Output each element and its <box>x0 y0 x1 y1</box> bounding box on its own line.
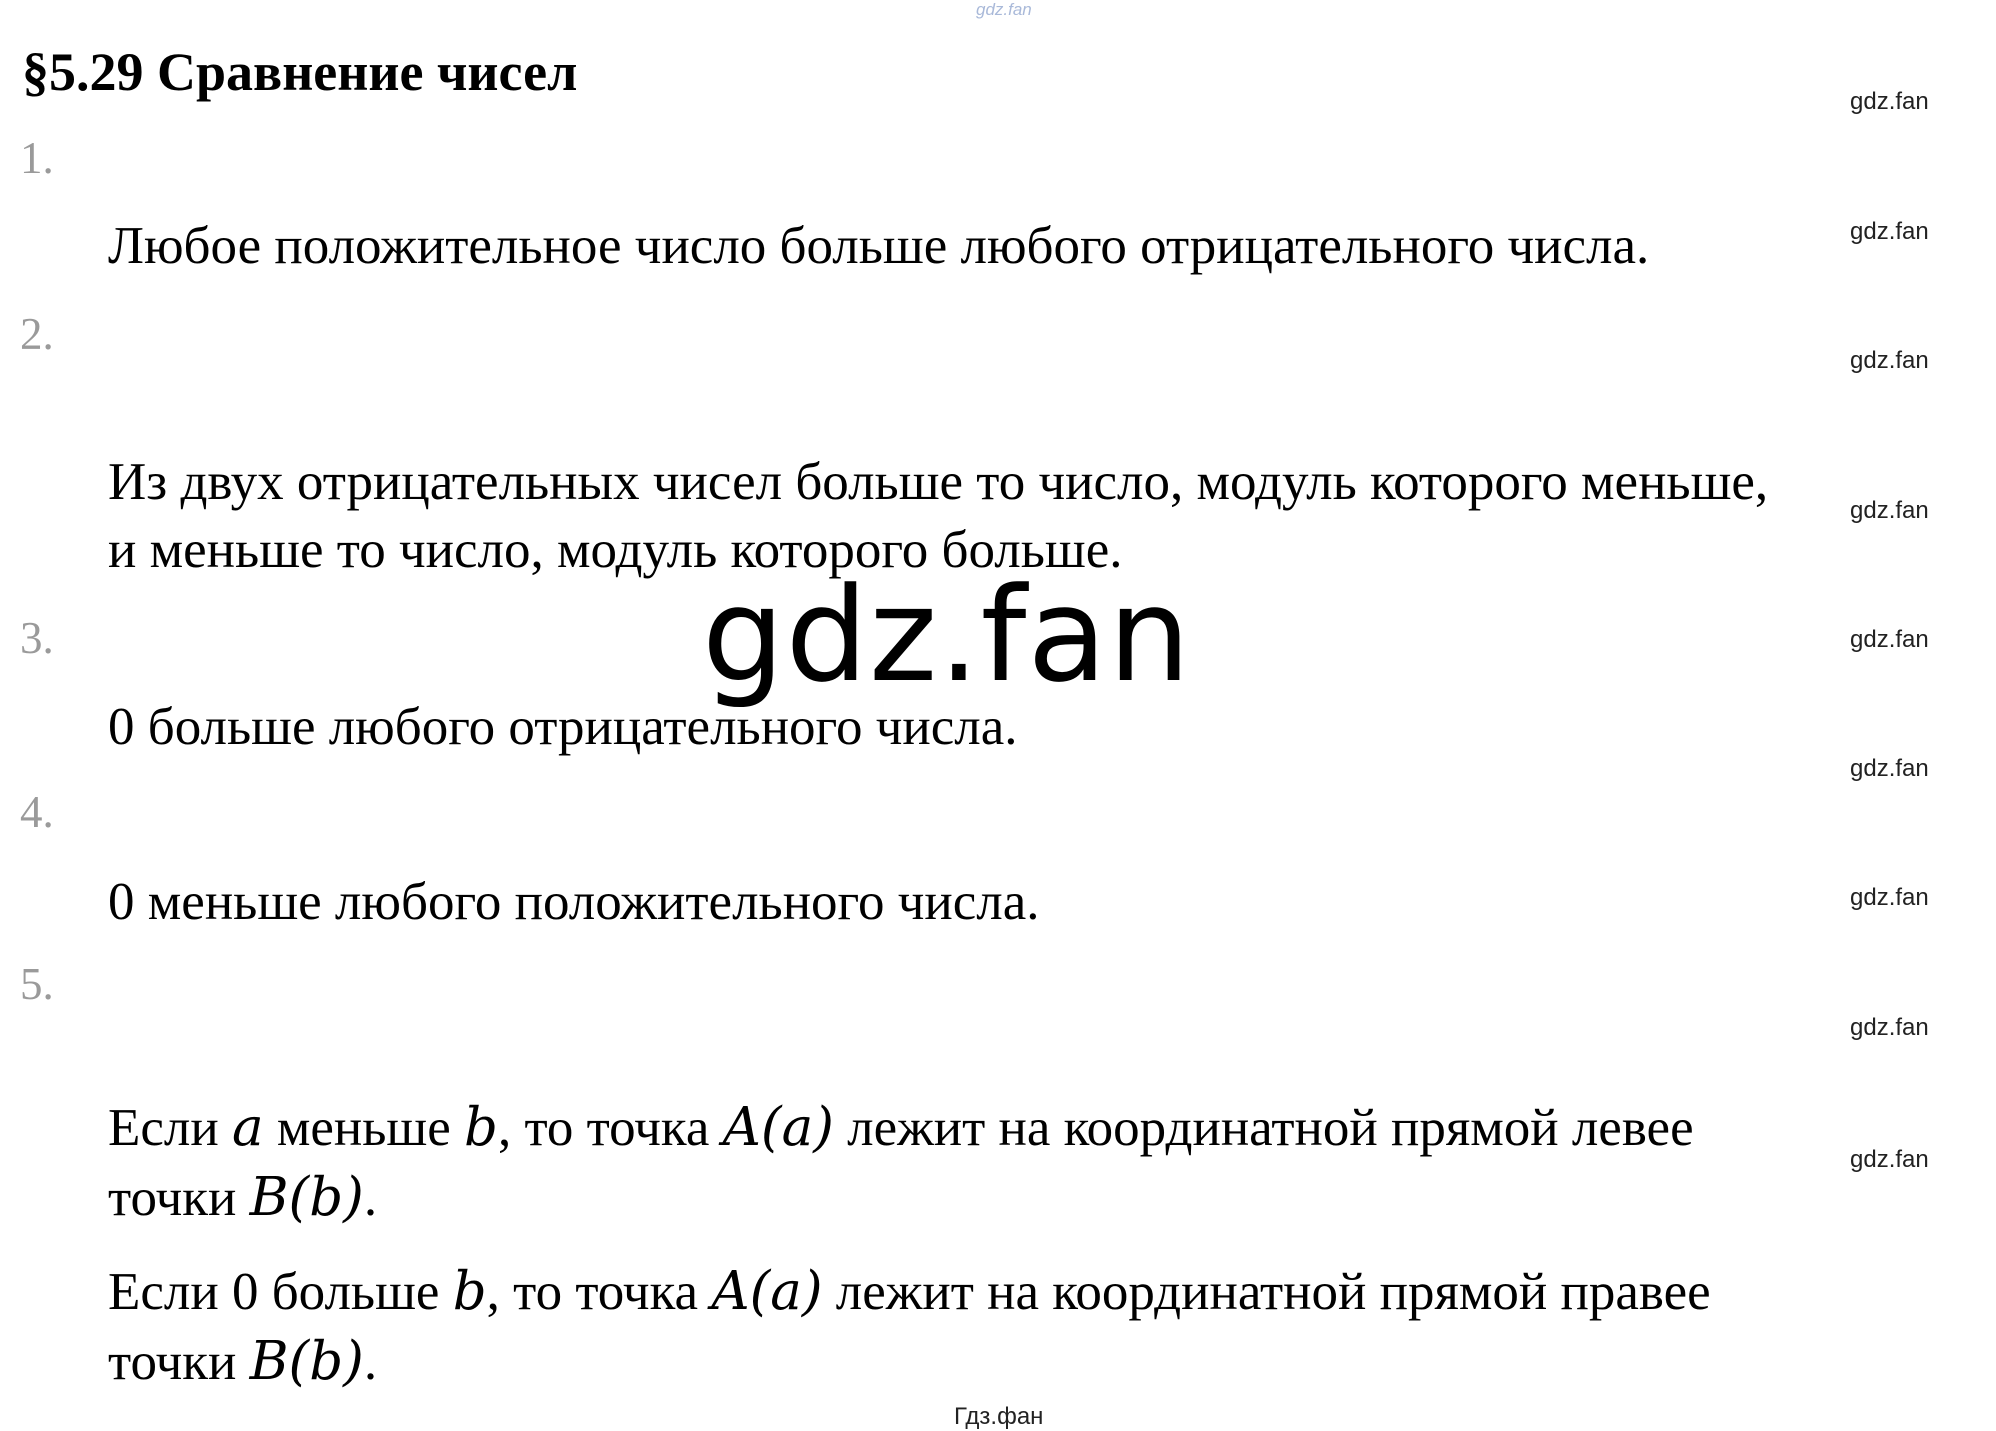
text-fragment: Если <box>108 1099 232 1157</box>
text-fragment: точки <box>108 1169 250 1227</box>
item-text-line <box>108 1164 377 1232</box>
math-expression: A(a) <box>722 1097 834 1158</box>
text-fragment: . <box>363 1169 378 1227</box>
center-watermark: gdz.fan <box>702 559 1192 711</box>
side-watermark: gdz.fan <box>1850 218 1929 245</box>
side-watermark: gdz.fan <box>1850 755 1929 782</box>
item-number: 1. <box>20 133 54 183</box>
math-variable: b <box>464 1097 498 1158</box>
item-number: 5. <box>20 959 54 1009</box>
math-expression: B(b) <box>249 1167 364 1228</box>
text-fragment: , то точка <box>486 1263 712 1321</box>
item-text: Любое положительное число больше любого отрицательного числа. <box>108 217 1650 275</box>
math-expression: B(b) <box>249 1331 364 1392</box>
item-number: 4. <box>20 787 54 837</box>
text-fragment: лежит на координатной прямой правее <box>822 1263 1711 1321</box>
text-fragment: , то точка <box>497 1099 723 1157</box>
item-text-line <box>108 1258 1711 1326</box>
math-variable: b <box>452 1261 487 1322</box>
side-watermark: gdz.fan <box>1850 88 1929 115</box>
text-fragment: Если 0 больше <box>108 1263 453 1321</box>
text-fragment: лежит на координатной прямой левее <box>833 1099 1694 1157</box>
side-watermark: gdz.fan <box>1850 1146 1929 1173</box>
item-number: 2. <box>20 309 54 359</box>
item-number: 3. <box>20 613 54 663</box>
math-expression: A(a) <box>711 1261 823 1322</box>
side-watermark: gdz.fan <box>1850 626 1929 653</box>
text-fragment: меньше <box>263 1099 465 1157</box>
bottom-watermark: Гдз.фан <box>954 1403 1044 1430</box>
item-text: и меньше то число, модуль которого больше. <box>108 521 1123 579</box>
page-title: §5.29 Сравнение чисел <box>22 42 578 102</box>
item-text-line <box>108 1328 377 1396</box>
side-watermark: gdz.fan <box>1850 347 1929 374</box>
side-watermark: gdz.fan <box>1850 1014 1929 1041</box>
item-text: 0 больше любого отрицательного числа. <box>108 698 1018 756</box>
item-text: 0 меньше любого положительного числа. <box>108 873 1040 931</box>
side-watermark: gdz.fan <box>1850 884 1929 911</box>
text-fragment: . <box>363 1333 378 1391</box>
item-text-line <box>108 1094 1694 1162</box>
math-variable: a <box>231 1097 264 1158</box>
top-watermark: gdz.fan <box>976 0 1032 19</box>
text-fragment: точки <box>108 1333 250 1391</box>
side-watermark: gdz.fan <box>1850 497 1929 524</box>
item-text: Из двух отрицательных чисел больше то число, модуль которого меньше, <box>108 453 1769 511</box>
